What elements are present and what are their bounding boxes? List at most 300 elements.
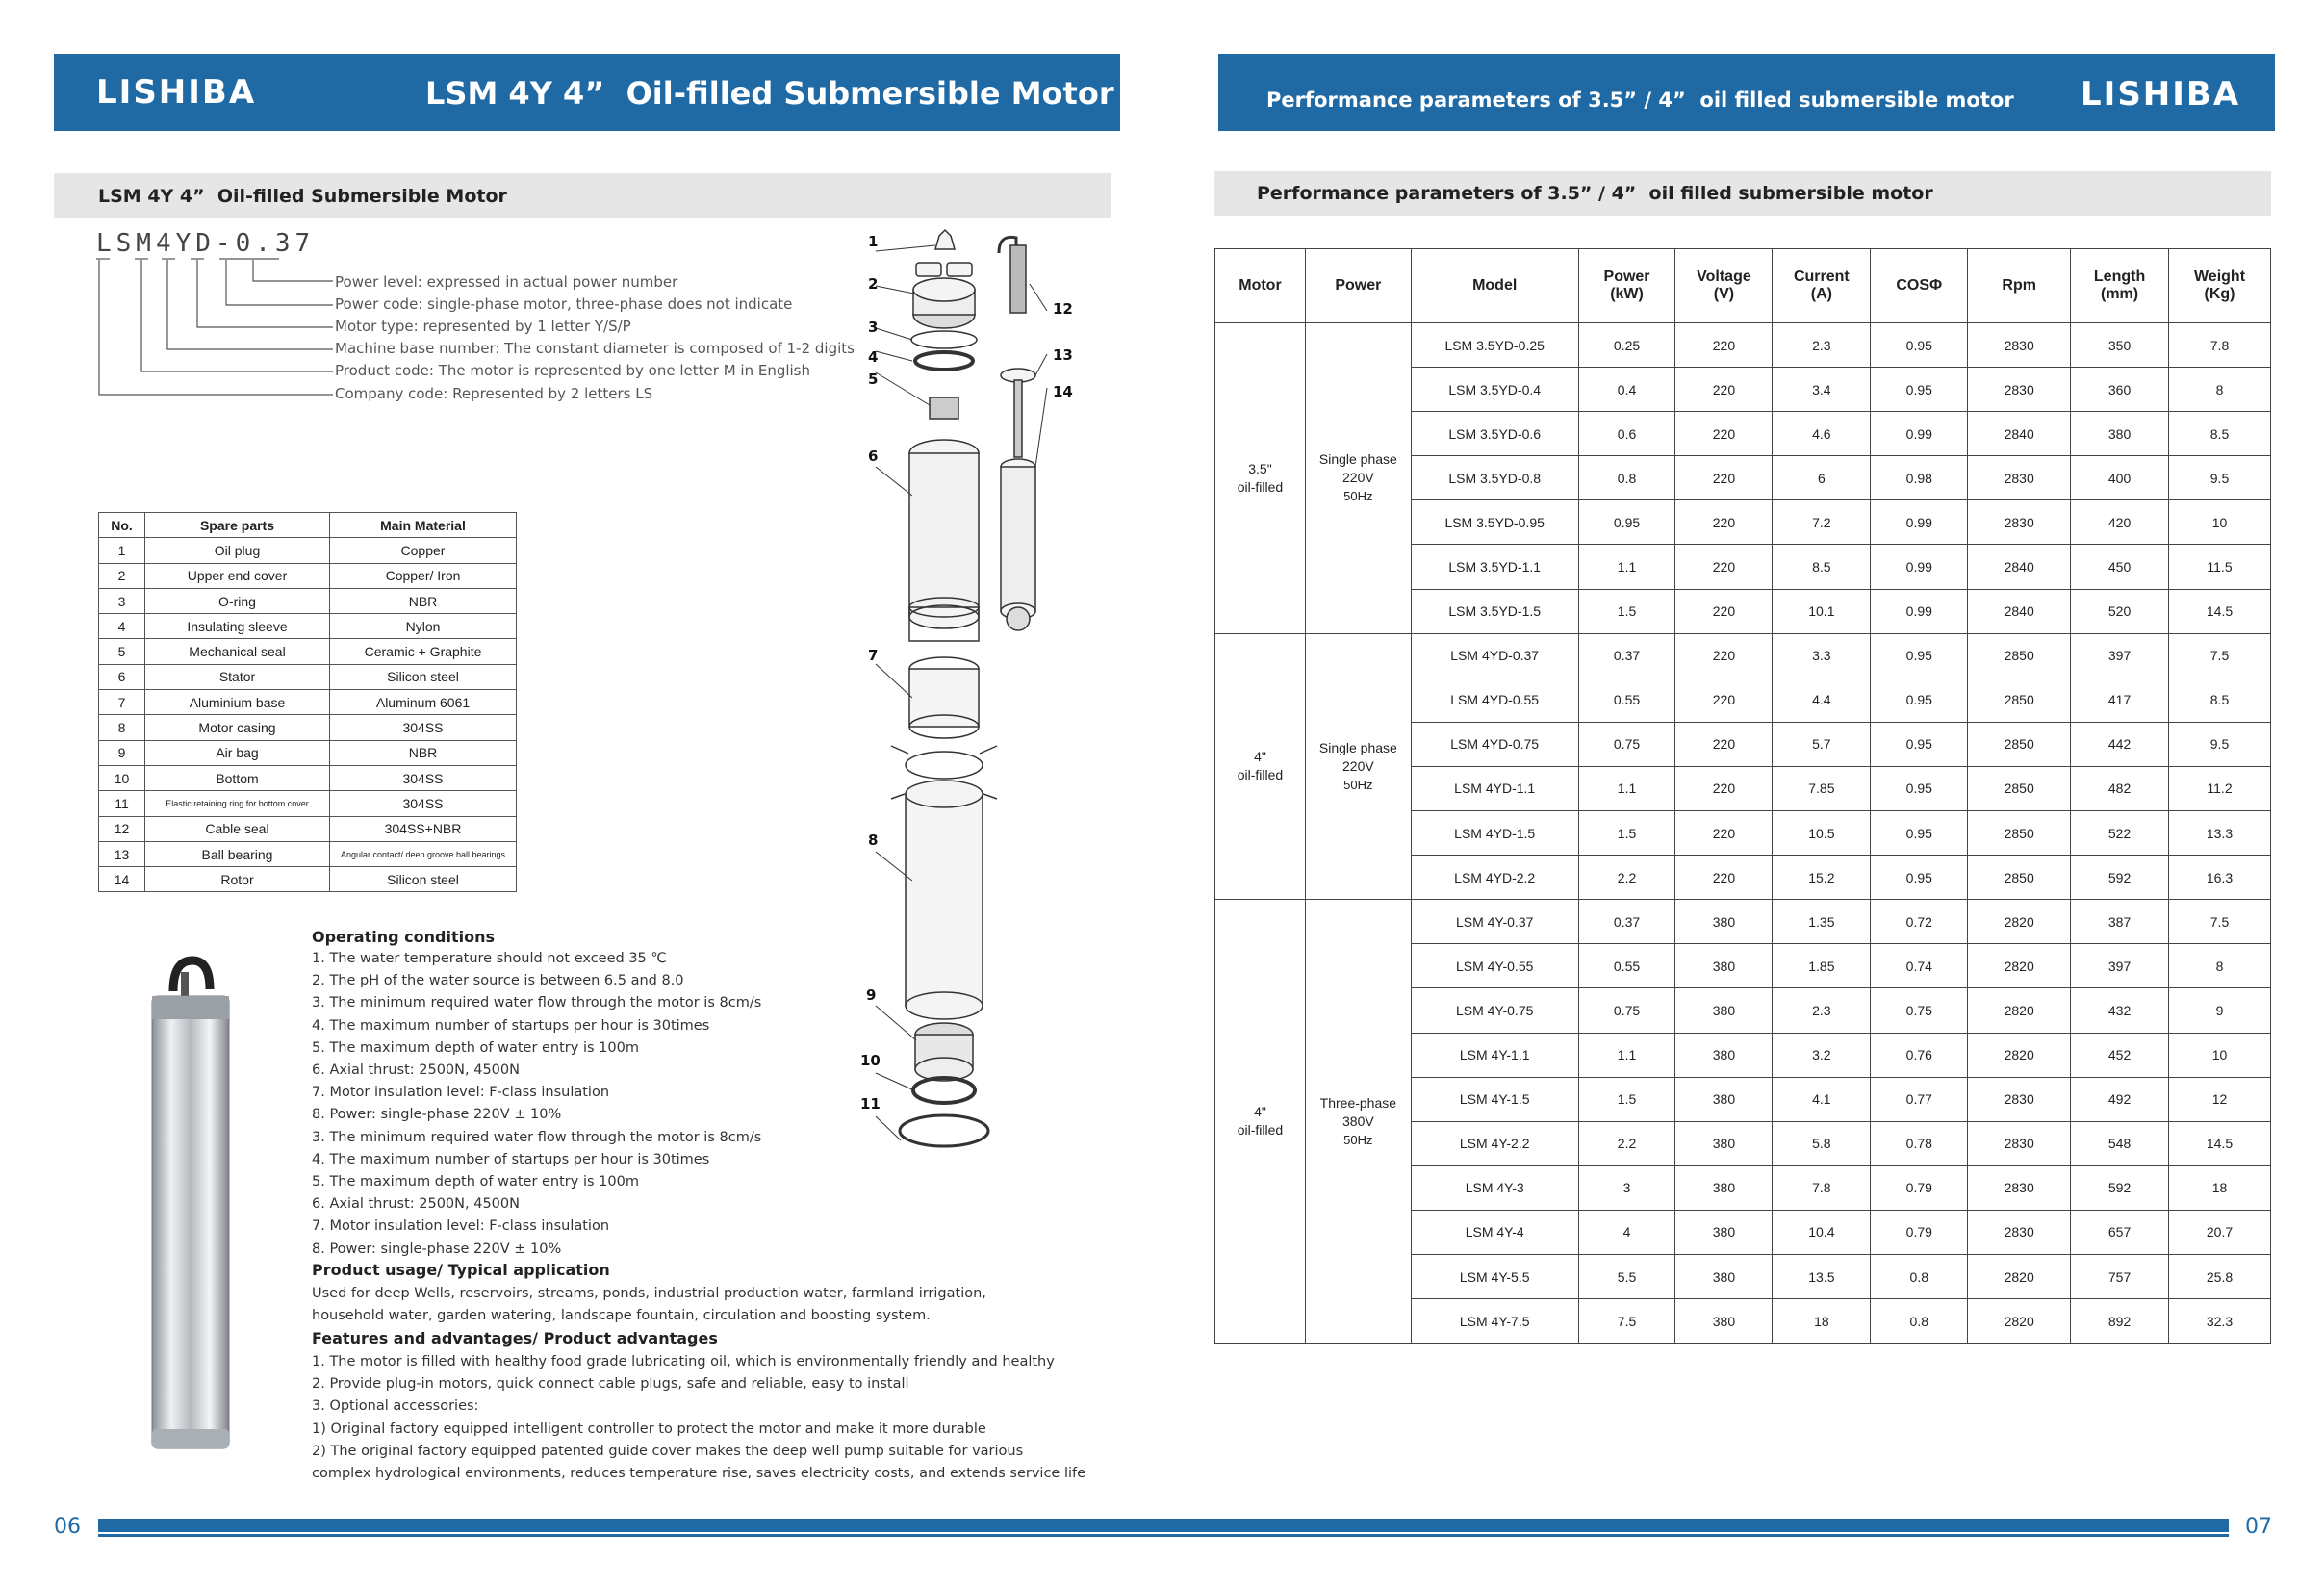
part-number-cell: 4: [99, 614, 145, 639]
left-banner-title: LSM 4Y 4” Oil-filled Submersible Motor: [425, 75, 1114, 112]
motor-group-cell: [1215, 323, 1306, 634]
part-number-cell: 8: [99, 715, 145, 740]
current-cell: 7.8: [1773, 1165, 1871, 1210]
header-rpm: Rpm: [1968, 249, 2071, 323]
model-cell: LSM 4YD-0.55: [1411, 678, 1578, 722]
voltage-cell: 380: [1675, 988, 1773, 1033]
motor-type: oil-filled: [1237, 767, 1284, 783]
power-voltage: 380V: [1342, 1113, 1374, 1129]
rpm-cell: 2820: [1968, 900, 2071, 944]
model-cell: LSM 4YD-0.75: [1411, 722, 1578, 766]
cos-phi-cell: 0.99: [1871, 500, 1968, 545]
model-cell: LSM 4Y-0.37: [1411, 900, 1578, 944]
power-frequency: 50Hz: [1343, 1132, 1373, 1147]
model-cell: LSM 4Y-0.75: [1411, 988, 1578, 1033]
cos-phi-cell: 0.76: [1871, 1033, 1968, 1077]
rpm-cell: 2850: [1968, 722, 2071, 766]
left-section-bar: [54, 173, 1111, 218]
power-kw-cell: 0.37: [1578, 900, 1675, 944]
part-number-cell: 11: [99, 791, 145, 816]
material-cell: Copper: [330, 538, 517, 563]
length-cell: 400: [2071, 456, 2169, 500]
operating-condition-item: 3. The minimum required water flow through the motor is 8cm/s: [312, 1129, 762, 1145]
power-kw-cell: 1.5: [1578, 811, 1675, 856]
model-code-leader-lines: [96, 256, 337, 400]
cos-phi-cell: 0.95: [1871, 323, 1968, 368]
part-number-13: 13: [1053, 346, 1073, 364]
material-cell: 304SS: [330, 715, 517, 740]
voltage-cell: 220: [1675, 633, 1773, 678]
power-kw-cell: 0.95: [1578, 500, 1675, 545]
motor-size: 3.5": [1248, 460, 1272, 476]
table-row: [99, 690, 517, 715]
power-kw-cell: 0.25: [1578, 323, 1675, 368]
model-cell: LSM 3.5YD-0.8: [1411, 456, 1578, 500]
current-cell: 7.85: [1773, 766, 1871, 810]
part-number-cell: 13: [99, 841, 145, 866]
rpm-cell: 2830: [1968, 1165, 2071, 1210]
performance-table: [1214, 248, 2271, 1344]
model-cell: LSM 4Y-1.5: [1411, 1077, 1578, 1121]
cos-phi-cell: 0.95: [1871, 722, 1968, 766]
right-section-title: Performance parameters of 3.5” / 4” oil filled submersible motor: [1257, 183, 1933, 204]
voltage-cell: 220: [1675, 766, 1773, 810]
part-number-3: 3: [868, 319, 879, 336]
right-section-bar: [1214, 171, 2271, 216]
table-row: [99, 588, 517, 613]
current-cell: 1.85: [1773, 944, 1871, 988]
table-row: [99, 715, 517, 740]
length-cell: 592: [2071, 856, 2169, 900]
motor-type: oil-filled: [1237, 478, 1284, 495]
rpm-cell: 2830: [1968, 500, 2071, 545]
legend-line: Company code: Represented by 2 letters LS: [335, 385, 653, 402]
cos-phi-cell: 0.95: [1871, 678, 1968, 722]
voltage-cell: 220: [1675, 678, 1773, 722]
part-name-cell: Cable seal: [145, 816, 330, 841]
rpm-cell: 2820: [1968, 944, 2071, 988]
current-cell: 10.1: [1773, 589, 1871, 633]
power-kw-cell: 0.4: [1578, 368, 1675, 412]
part-number-cell: 5: [99, 639, 145, 664]
cos-phi-cell: 0.77: [1871, 1077, 1968, 1121]
voltage-cell: 220: [1675, 368, 1773, 412]
length-cell: 520: [2071, 589, 2169, 633]
rpm-cell: 2830: [1968, 1121, 2071, 1165]
power-kw-cell: 5.5: [1578, 1254, 1675, 1298]
part-number-cell: 3: [99, 588, 145, 613]
voltage-cell: 220: [1675, 412, 1773, 456]
current-cell: 4.4: [1773, 678, 1871, 722]
power-frequency: 50Hz: [1343, 777, 1373, 792]
part-name-cell: Aluminium base: [145, 690, 330, 715]
oil-plug-shape: [935, 230, 955, 249]
weight-cell: 10: [2169, 1033, 2271, 1077]
rpm-cell: 2830: [1968, 368, 2071, 412]
rpm-cell: 2840: [1968, 545, 2071, 589]
power-kw-cell: 2.2: [1578, 856, 1675, 900]
model-cell: LSM 4YD-2.2: [1411, 856, 1578, 900]
material-cell: Silicon steel: [330, 867, 517, 892]
header-line: Current: [1793, 269, 1850, 285]
header-voltage: [1675, 249, 1773, 323]
spare-parts-table: [98, 512, 517, 892]
part-number-11: 11: [860, 1095, 881, 1113]
operating-condition-item: 6. Axial thrust: 2500N, 4500N: [312, 1062, 520, 1078]
length-cell: 360: [2071, 368, 2169, 412]
part-name-cell: Upper end cover: [145, 563, 330, 588]
header-line: (A): [1810, 286, 1832, 302]
exploded-parts-diagram: [847, 226, 1097, 1160]
weight-cell: 7.5: [2169, 900, 2271, 944]
part-number-6: 6: [868, 448, 879, 465]
cos-phi-cell: 0.99: [1871, 545, 1968, 589]
current-cell: 3.2: [1773, 1033, 1871, 1077]
power-kw-cell: 1.1: [1578, 545, 1675, 589]
length-cell: 442: [2071, 722, 2169, 766]
weight-cell: 14.5: [2169, 1121, 2271, 1165]
rpm-cell: 2850: [1968, 633, 2071, 678]
right-banner-title: Performance parameters of 3.5” / 4” oil filled submersible motor: [1266, 89, 2014, 112]
length-cell: 417: [2071, 678, 2169, 722]
material-cell: 304SS: [330, 765, 517, 790]
current-cell: 4.6: [1773, 412, 1871, 456]
rpm-cell: 2820: [1968, 1033, 2071, 1077]
material-cell: Nylon: [330, 614, 517, 639]
material-cell: 304SS+NBR: [330, 816, 517, 841]
feature-item: 1. The motor is filled with healthy food grade lubricating oil, which is environmentally friendly and healthy: [312, 1354, 1055, 1369]
operating-condition-item: 4. The maximum number of startups per hour is 30times: [312, 1151, 710, 1167]
voltage-cell: 220: [1675, 500, 1773, 545]
cos-phi-cell: 0.95: [1871, 766, 1968, 810]
feature-item: 2. Provide plug-in motors, quick connect cable plugs, safe and reliable, easy to install: [312, 1376, 909, 1393]
power-kw-cell: 0.75: [1578, 722, 1675, 766]
table-row: [99, 538, 517, 563]
table-row: [99, 816, 517, 841]
footer-rule: [98, 1519, 2229, 1532]
legend-line: Product code: The motor is represented by one letter M in English: [335, 362, 811, 379]
header-main-material: Main Material: [330, 513, 517, 538]
weight-cell: 16.3: [2169, 856, 2271, 900]
part-number-2: 2: [868, 275, 879, 293]
right-logo: LISHIBA: [2081, 75, 2241, 114]
cos-phi-cell: 0.95: [1871, 368, 1968, 412]
voltage-cell: 220: [1675, 323, 1773, 368]
voltage-cell: 380: [1675, 1254, 1773, 1298]
model-cell: LSM 4Y-4: [1411, 1210, 1578, 1254]
model-cell: LSM 4Y-7.5: [1411, 1299, 1578, 1344]
length-cell: 420: [2071, 500, 2169, 545]
header-power-kw: [1578, 249, 1675, 323]
operating-condition-item: 4. The maximum number of startups per hour is 30times: [312, 1017, 710, 1034]
part-number-10: 10: [860, 1052, 881, 1069]
power-phase: Single phase: [1318, 451, 1397, 468]
model-cell: LSM 4YD-1.1: [1411, 766, 1578, 810]
rpm-cell: 2820: [1968, 988, 2071, 1033]
header-line: Voltage: [1697, 269, 1751, 285]
part-number-7: 7: [868, 647, 879, 664]
operating-condition-item: 5. The maximum depth of water entry is 100m: [312, 1039, 639, 1056]
weight-cell: 32.3: [2169, 1299, 2271, 1344]
power-kw-cell: 1.5: [1578, 589, 1675, 633]
voltage-cell: 220: [1675, 856, 1773, 900]
left-page-number: 06: [54, 1515, 81, 1539]
header-spare-parts: Spare parts: [145, 513, 330, 538]
current-cell: 13.5: [1773, 1254, 1871, 1298]
power-kw-cell: 1.5: [1578, 1077, 1675, 1121]
part-number-14: 14: [1053, 383, 1073, 400]
part-number-9: 9: [866, 986, 877, 1004]
weight-cell: 18: [2169, 1165, 2271, 1210]
weight-cell: 8: [2169, 944, 2271, 988]
weight-cell: 14.5: [2169, 589, 2271, 633]
power-kw-cell: 7.5: [1578, 1299, 1675, 1344]
power-group-cell: [1305, 323, 1411, 634]
weight-cell: 20.7: [2169, 1210, 2271, 1254]
length-cell: 397: [2071, 944, 2169, 988]
cos-phi-cell: 0.75: [1871, 988, 1968, 1033]
part-name-cell: Rotor: [145, 867, 330, 892]
part-number-1: 1: [868, 233, 879, 250]
power-phase: Three-phase: [1319, 1094, 1397, 1111]
header-weight: [2169, 249, 2271, 323]
cos-phi-cell: 0.95: [1871, 811, 1968, 856]
power-phase: Single phase: [1318, 739, 1397, 755]
voltage-cell: 380: [1675, 1033, 1773, 1077]
current-cell: 6: [1773, 456, 1871, 500]
cos-phi-cell: 0.99: [1871, 412, 1968, 456]
legend-line: Motor type: represented by 1 letter Y/S/P: [335, 318, 631, 335]
length-cell: 657: [2071, 1210, 2169, 1254]
length-cell: 397: [2071, 633, 2169, 678]
power-kw-cell: 4: [1578, 1210, 1675, 1254]
operating-condition-item: 8. Power: single-phase 220V ± 10%: [312, 1107, 562, 1123]
model-cell: LSM 4YD-0.37: [1411, 633, 1578, 678]
model-code: LSM4YD-0.37: [96, 229, 316, 258]
header-line: Length: [2093, 269, 2146, 285]
power-group-cell: [1305, 900, 1411, 1344]
usage-line: Used for deep Wells, reservoirs, streams, ponds, industrial production water, farmland irrigation,: [312, 1286, 986, 1301]
operating-condition-item: 1. The water temperature should not exceed 35 ℃: [312, 951, 667, 966]
table-header-row: [99, 513, 517, 538]
material-cell: Angular contact/ deep groove ball bearings: [330, 841, 517, 866]
material-cell: Ceramic + Graphite: [330, 639, 517, 664]
material-cell: NBR: [330, 588, 517, 613]
power-voltage: 220V: [1342, 470, 1374, 486]
part-number-4: 4: [868, 348, 879, 366]
operating-condition-item: 6. Axial thrust: 2500N, 4500N: [312, 1196, 520, 1213]
length-cell: 452: [2071, 1033, 2169, 1077]
rpm-cell: 2820: [1968, 1299, 2071, 1344]
power-kw-cell: 0.55: [1578, 944, 1675, 988]
left-logo: LISHIBA: [96, 73, 257, 112]
header-motor: Motor: [1215, 249, 1306, 323]
table-row: [99, 563, 517, 588]
power-kw-cell: 0.55: [1578, 678, 1675, 722]
rpm-cell: 2850: [1968, 678, 2071, 722]
length-cell: 387: [2071, 900, 2169, 944]
table-row: [1215, 900, 2271, 944]
voltage-cell: 220: [1675, 722, 1773, 766]
current-cell: 15.2: [1773, 856, 1871, 900]
model-cell: LSM 3.5YD-1.1: [1411, 545, 1578, 589]
power-group-cell: [1305, 633, 1411, 900]
rpm-cell: 2830: [1968, 1210, 2071, 1254]
power-kw-cell: 0.75: [1578, 988, 1675, 1033]
rpm-cell: 2850: [1968, 766, 2071, 810]
usage-title: Product usage/ Typical application: [312, 1261, 610, 1279]
part-name-cell: Stator: [145, 664, 330, 689]
header-line: Power: [1603, 269, 1650, 285]
part-number-8: 8: [868, 832, 879, 849]
table-row: [99, 740, 517, 765]
footer-rule-thin: [98, 1534, 2229, 1537]
table-row: [99, 664, 517, 689]
length-cell: 482: [2071, 766, 2169, 810]
current-cell: 2.3: [1773, 323, 1871, 368]
part-number-cell: 10: [99, 765, 145, 790]
part-name-cell: Ball bearing: [145, 841, 330, 866]
model-cell: LSM 3.5YD-1.5: [1411, 589, 1578, 633]
part-number-cell: 2: [99, 563, 145, 588]
current-cell: 7.2: [1773, 500, 1871, 545]
motor-size: 4": [1254, 1104, 1266, 1120]
header-current: [1773, 249, 1871, 323]
model-cell: LSM 4Y-2.2: [1411, 1121, 1578, 1165]
voltage-cell: 220: [1675, 456, 1773, 500]
length-cell: 350: [2071, 323, 2169, 368]
material-cell: Silicon steel: [330, 664, 517, 689]
weight-cell: 9.5: [2169, 722, 2271, 766]
weight-cell: 25.8: [2169, 1254, 2271, 1298]
length-cell: 450: [2071, 545, 2169, 589]
part-name-cell: Bottom: [145, 765, 330, 790]
cos-phi-cell: 0.74: [1871, 944, 1968, 988]
part-name-cell: Mechanical seal: [145, 639, 330, 664]
model-cell: LSM 4Y-1.1: [1411, 1033, 1578, 1077]
cos-phi-cell: 0.95: [1871, 856, 1968, 900]
part-number-cell: 12: [99, 816, 145, 841]
operating-condition-item: 7. Motor insulation level: F-class insulation: [312, 1085, 610, 1101]
feature-item: 1) Original factory equipped intelligent controller to protect the motor and make it more durable: [312, 1421, 986, 1437]
motor-type: oil-filled: [1237, 1122, 1284, 1139]
part-name-cell: Insulating sleeve: [145, 614, 330, 639]
weight-cell: 9.5: [2169, 456, 2271, 500]
model-cell: LSM 4YD-1.5: [1411, 811, 1578, 856]
rpm-cell: 2840: [1968, 412, 2071, 456]
weight-cell: 7.8: [2169, 323, 2271, 368]
cos-phi-cell: 0.72: [1871, 900, 1968, 944]
header-cos-phi: COSΦ: [1871, 249, 1968, 323]
cos-phi-cell: 0.79: [1871, 1210, 1968, 1254]
table-row: [99, 867, 517, 892]
voltage-cell: 380: [1675, 1077, 1773, 1121]
current-cell: 8.5: [1773, 545, 1871, 589]
header-line: (kW): [1610, 286, 1644, 302]
material-cell: Copper/ Iron: [330, 563, 517, 588]
length-cell: 757: [2071, 1254, 2169, 1298]
rpm-cell: 2840: [1968, 589, 2071, 633]
part-number-cell: 1: [99, 538, 145, 563]
header-power: Power: [1305, 249, 1411, 323]
header-no: No.: [99, 513, 145, 538]
usage-line: household water, garden watering, landscape fountain, circulation and boosting system.: [312, 1308, 931, 1323]
motor-size: 4": [1254, 749, 1266, 765]
voltage-cell: 380: [1675, 1121, 1773, 1165]
operating-condition-item: 3. The minimum required water flow through the motor is 8cm/s: [312, 995, 762, 1011]
current-cell: 10.5: [1773, 811, 1871, 856]
weight-cell: 9: [2169, 988, 2271, 1033]
length-cell: 548: [2071, 1121, 2169, 1165]
table-row: [99, 614, 517, 639]
model-cell: LSM 3.5YD-0.95: [1411, 500, 1578, 545]
weight-cell: 8: [2169, 368, 2271, 412]
part-number-5: 5: [868, 371, 879, 388]
weight-cell: 11.5: [2169, 545, 2271, 589]
feature-item: 3. Optional accessories:: [312, 1398, 479, 1415]
voltage-cell: 220: [1675, 589, 1773, 633]
part-name-cell: O-ring: [145, 588, 330, 613]
length-cell: 592: [2071, 1165, 2169, 1210]
current-cell: 5.7: [1773, 722, 1871, 766]
voltage-cell: 380: [1675, 900, 1773, 944]
motor-product-image: [142, 953, 239, 1463]
weight-cell: 10: [2169, 500, 2271, 545]
voltage-cell: 220: [1675, 545, 1773, 589]
table-row: [99, 639, 517, 664]
right-header-banner: [1218, 54, 2275, 131]
cos-phi-cell: 0.98: [1871, 456, 1968, 500]
table-row: [99, 791, 517, 816]
table-row: [99, 841, 517, 866]
part-number-cell: 14: [99, 867, 145, 892]
features-title: Features and advantages/ Product advantages: [312, 1329, 718, 1347]
weight-cell: 13.3: [2169, 811, 2271, 856]
model-cell: LSM 3.5YD-0.4: [1411, 368, 1578, 412]
power-kw-cell: 0.6: [1578, 412, 1675, 456]
length-cell: 892: [2071, 1299, 2169, 1344]
left-header-banner: [54, 54, 1120, 131]
current-cell: 2.3: [1773, 988, 1871, 1033]
current-cell: 1.35: [1773, 900, 1871, 944]
length-cell: 492: [2071, 1077, 2169, 1121]
power-kw-cell: 0.8: [1578, 456, 1675, 500]
cos-phi-cell: 0.99: [1871, 589, 1968, 633]
weight-cell: 12: [2169, 1077, 2271, 1121]
length-cell: 380: [2071, 412, 2169, 456]
table-header-row: [1215, 249, 2271, 323]
part-number-cell: 9: [99, 740, 145, 765]
model-cell: LSM 3.5YD-0.6: [1411, 412, 1578, 456]
weight-cell: 11.2: [2169, 766, 2271, 810]
motor-group-cell: [1215, 900, 1306, 1344]
cos-phi-cell: 0.79: [1871, 1165, 1968, 1210]
part-name-cell: Motor casing: [145, 715, 330, 740]
cos-phi-cell: 0.8: [1871, 1254, 1968, 1298]
header-line: (Kg): [2204, 286, 2235, 302]
operating-condition-item: 2. The pH of the water source is between 6.5 and 8.0: [312, 973, 684, 989]
header-line: (V): [1713, 286, 1735, 302]
legend-line: Machine base number: The constant diameter is composed of 1-2 digits: [335, 340, 855, 357]
material-cell: NBR: [330, 740, 517, 765]
rpm-cell: 2850: [1968, 811, 2071, 856]
operating-condition-item: 7. Motor insulation level: F-class insulation: [312, 1218, 610, 1235]
cos-phi-cell: 0.95: [1871, 633, 1968, 678]
rpm-cell: 2850: [1968, 856, 2071, 900]
rpm-cell: 2830: [1968, 456, 2071, 500]
current-cell: 10.4: [1773, 1210, 1871, 1254]
current-cell: 18: [1773, 1299, 1871, 1344]
